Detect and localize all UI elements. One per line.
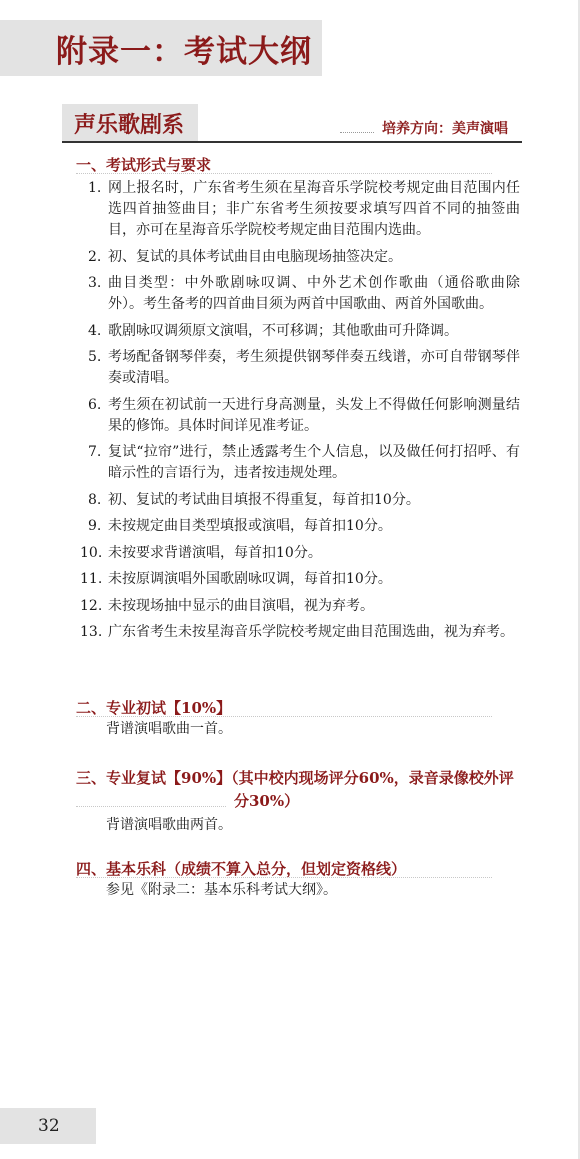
item-number: 8.: [88, 491, 102, 508]
item-text: 复试“拉帘”进行，禁止透露考生个人信息，以及做任何打招呼、有暗示性的言语行为，违者按违规处理。: [108, 444, 520, 481]
page-number: 32: [38, 1116, 60, 1136]
dotted-leader: [340, 132, 374, 133]
list-item: [88, 490, 520, 511]
item-text: 广东省考生未按星海音乐学院校考规定曲目范围选曲，视为弃考。: [108, 624, 514, 640]
item-number: 11.: [80, 571, 103, 587]
section-2-body: 背谱演唱歌曲一首。: [106, 721, 232, 737]
requirements-list: [80, 178, 520, 649]
item-number: 7.: [88, 444, 102, 460]
page-title: 附录一：考试大纲: [56, 34, 312, 70]
item-number: 6.: [88, 396, 102, 413]
item-text: 歌剧咏叹调须原文演唱，不可移调；其他歌曲可升降调。: [108, 322, 458, 339]
item-text: 初、复试的考试曲目填报不得重复，每首扣10分。: [108, 491, 420, 508]
item-number: 5.: [88, 349, 102, 365]
item-text: 初、复试的具体考试曲目由电脑现场抽签决定。: [108, 248, 402, 265]
list-item: [88, 395, 520, 437]
section-4-heading: 四、基本乐科（成绩不算入总分，但划定资格线）: [76, 860, 407, 878]
list-item: [88, 347, 520, 389]
section-3-heading-cont: 分30%）: [234, 792, 300, 810]
section-3-body: 背谱演唱歌曲两首。: [106, 817, 232, 833]
list-item: [88, 442, 520, 484]
list-item: [88, 273, 520, 315]
heading-rule: [62, 141, 522, 143]
item-text: 未按规定曲目类型填报或演唱，每首扣10分。: [108, 518, 392, 534]
list-item: [80, 569, 520, 590]
section-4-body: 参见《附录二：基本乐科考试大纲》。: [106, 882, 337, 898]
item-text: 未按现场抽中显示的曲目演唱，视为弃考。: [108, 597, 374, 614]
item-text: 考生须在初试前一天进行身高测量，头发上不得做任何影响测量结果的修饰。具体时间详见准考证。: [108, 396, 520, 434]
item-number: 10.: [80, 544, 103, 561]
item-number: 1.: [88, 180, 102, 196]
section-divider: [76, 173, 492, 174]
section-3-heading: 三、专业复试【90%】（其中校内现场评分60%，录音录像校外评: [76, 769, 514, 787]
list-item: [80, 543, 520, 564]
item-number: 12.: [80, 597, 103, 614]
list-item: [88, 516, 520, 537]
section-divider: [76, 806, 226, 807]
list-item: [80, 622, 520, 643]
item-text: 考场配备钢琴伴奏，考生须提供钢琴伴奏五线谱，亦可自带钢琴伴奏或清唱。: [108, 349, 520, 386]
item-text: 曲目类型：中外歌剧咏叹调、中外艺术创作歌曲（通俗歌曲除外）。考生备考的四首曲目须为两首中国歌曲、两首外国歌曲。: [108, 275, 520, 312]
list-item: [80, 596, 520, 617]
section-2-heading: 二、专业初试【10%】: [76, 699, 232, 717]
section-divider: [76, 716, 492, 717]
item-number: 13.: [80, 624, 103, 640]
item-number: 2.: [88, 248, 102, 265]
list-item: [88, 247, 520, 268]
item-number: 9.: [88, 518, 102, 534]
department-title: 声乐歌剧系: [74, 113, 185, 138]
item-text: 未按原调演唱外国歌剧咏叹调，每首扣10分。: [108, 571, 392, 587]
list-item: [88, 178, 520, 241]
list-item: [88, 321, 520, 342]
section-1-heading: 一、考试形式与要求: [76, 156, 212, 174]
section-divider: [76, 877, 492, 878]
item-text: 未按要求背谱演唱，每首扣10分。: [108, 544, 322, 561]
item-number: 4.: [88, 322, 102, 339]
item-number: 3.: [88, 275, 102, 291]
training-direction: 培养方向：美声演唱: [382, 121, 508, 137]
item-text: 网上报名时，广东省考生须在星海音乐学院校考规定曲目范围内任选四首抽签曲目；非广东省考生须按要求填写四首不同的抽签曲目，亦可在星海音乐学院校考规定曲目范围内选曲。: [108, 180, 520, 238]
